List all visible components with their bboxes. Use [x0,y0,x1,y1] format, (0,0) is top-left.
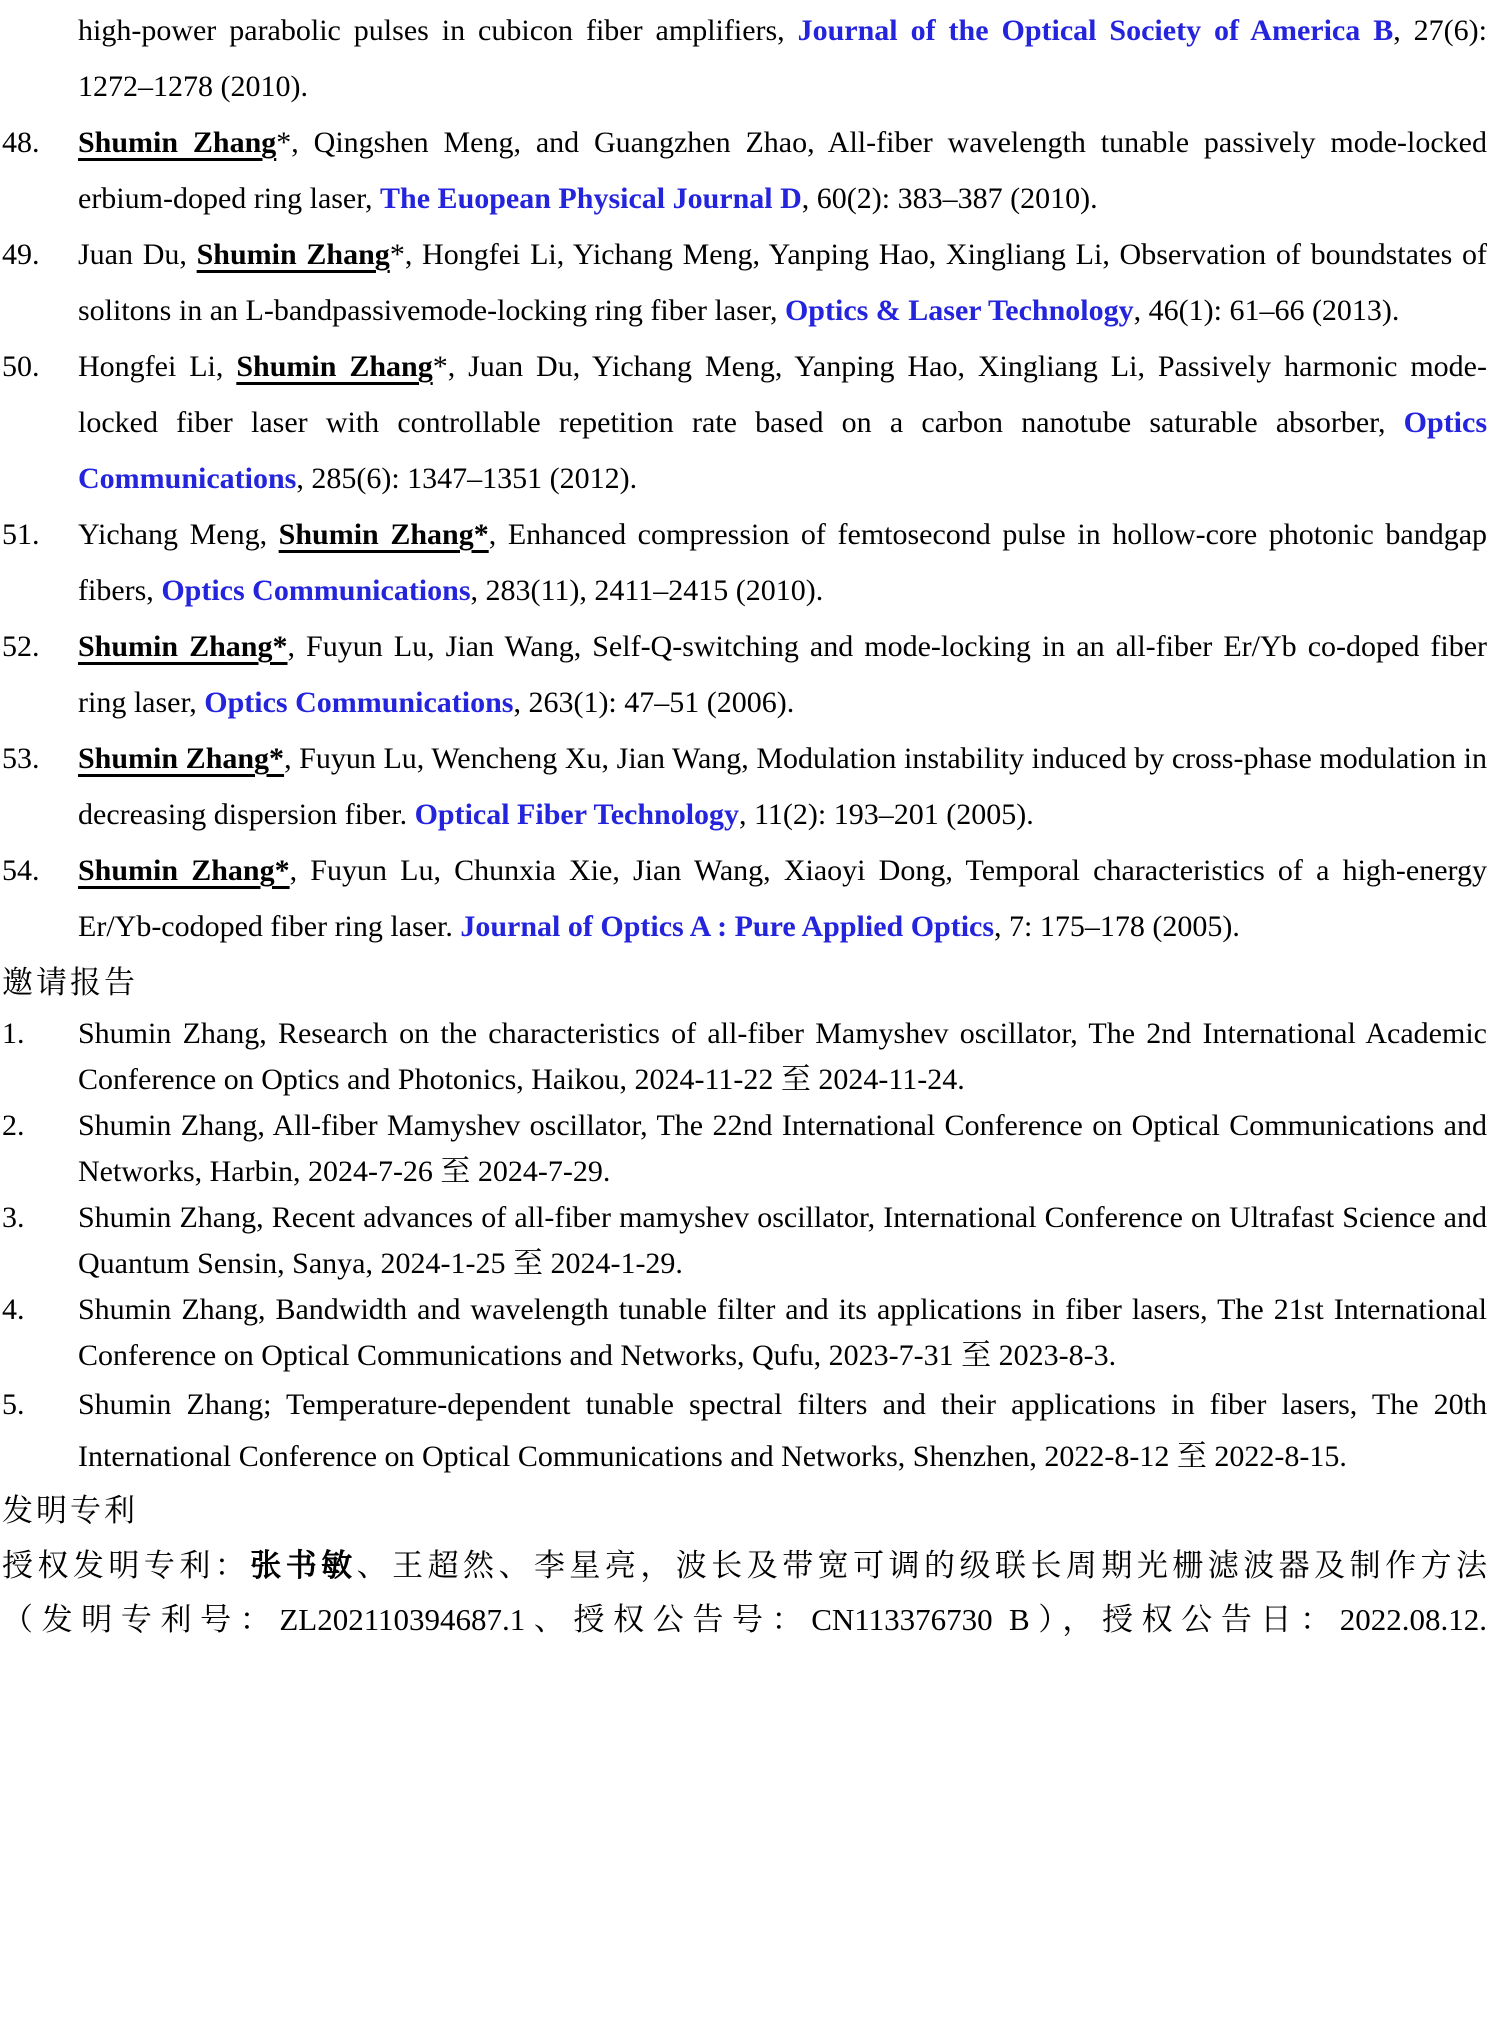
item-text [78,339,1487,507]
publication-item-47-continued [2,3,1487,115]
text-segment: 、王超然、李星亮，波长及带宽可调的级联长周期光栅滤波器及制作方法 [356,1548,1488,1583]
invited-talk-item-4 [2,1287,1487,1379]
item-number: 3. [2,1201,25,1234]
patent-inventor-name: 张书敏 [250,1548,357,1583]
text-segment: , 60(2): 383–387 (2010). [801,182,1098,215]
item-number: 54. [2,854,40,887]
text-segment: Hongfei Li, [78,350,237,383]
item-number: 53. [2,742,40,775]
text-segment: , Fuyun Lu, Wencheng Xu, Jian Wang, Modulation instability induced by cross-phase modulation in decreasing dispersion fiber. [78,742,1487,831]
patent-authors-line [2,1539,1487,1593]
text-segment: , 11(2): 193–201 (2005). [739,798,1034,831]
text-segment: , 283(11), 2411–2415 (2010). [470,574,824,607]
text-segment: , Fuyun Lu, Jian Wang, Self-Q-switching and mode-locking in an all-fiber Er/Yb co-doped fiber ring laser, [78,630,1487,719]
text-segment: , 27(6): 1272–1278 (2010). [78,14,1487,103]
publication-item-54 [2,843,1487,955]
invited-talk-item-2 [2,1103,1487,1195]
patent-section [2,1539,1487,1647]
journal-name: The Euopean Physical Journal D [380,182,802,215]
item-text [78,227,1487,339]
publication-list [2,3,1487,955]
item-number: 51. [2,518,40,551]
text-segment: high-power parabolic pulses in cubicon fiber amplifiers, [78,14,798,47]
item-text: Shumin Zhang, Bandwidth and wavelength tunable filter and its applications in fiber lasers, The 21st International Conference on Optical Communications and Networks, Qufu, 2023-7-31 至 2023-8-3. [78,1293,1487,1372]
journal-name: Journal of Optics A : Pure Applied Optics [460,910,995,943]
item-number: 49. [2,238,40,271]
item-text [78,731,1487,843]
publication-item-53 [2,731,1487,843]
item-text [78,115,1487,227]
journal-name: Optics Communications [204,686,514,719]
item-text: Shumin Zhang, Research on the characteristics of all-fiber Mamyshev oscillator, The 2nd International Academic Conference on Optics and Photonics, Haikou, 2024-11-22 至 2024-11-24. [78,1017,1487,1096]
item-text: Shumin Zhang, Recent advances of all-fiber mamyshev oscillator, International Conference on Ultrafast Science and Quantum Sensin, Sanya, 2024-1-25 至 2024-1-29. [78,1201,1487,1280]
item-text: Shumin Zhang; Temperature-dependent tunable spectral filters and their applications in fiber lasers, The 20th International Conference on Optical Communications and Networks, Shenzhen, 2022-8-12 至 2022-8-15. [78,1388,1487,1473]
publication-item-51 [2,507,1487,619]
item-number: 48. [2,126,40,159]
author-name: Shumin Zhang [196,238,390,271]
invited-talk-item-1 [2,1011,1487,1103]
item-number: 1. [2,1017,25,1050]
text-segment: *, Hongfei Li, Yichang Meng, Yanping Hao, Xingliang Li, Observation of boundstates of solitons in an L-bandpassivemode-locking ring fiber laser, [78,238,1488,327]
journal-name: Optics Communications [78,406,1487,495]
item-text [78,843,1487,955]
item-number: 5. [2,1388,25,1421]
text-segment: , Enhanced compression of femtosecond pulse in hollow-core photonic bandgap fibers, [78,518,1488,607]
author-name: Shumin Zhang* [78,742,285,775]
text-segment: , 46(1): 61–66 (2013). [1133,294,1400,327]
item-number: 4. [2,1293,25,1326]
publication-item-52 [2,619,1487,731]
journal-name: Optics Communications [161,574,471,607]
text-segment: 授权发明专利： [2,1548,251,1583]
invited-talks-heading: 邀请报告 [2,965,138,1000]
item-text [78,619,1487,731]
patents-heading: 发明专利 [2,1493,138,1528]
item-number: 50. [2,350,40,383]
text-segment: Yichang Meng, [78,518,279,551]
author-name: Shumin Zhang* [78,630,288,663]
journal-name: Optics & Laser Technology [784,294,1134,327]
text-segment: Juan Du, [78,238,197,271]
item-text [78,3,1487,115]
text-segment: , Fuyun Lu, Chunxia Xie, Jian Wang, Xiaoyi Dong, Temporal characteristics of a high-energy Er/Yb-codoped fiber ring laser. [78,854,1487,943]
item-number [2,3,78,115]
text-segment: *, Juan Du, Yichang Meng, Yanping Hao, Xingliang Li, Passively harmonic mode-locked fiber laser with controllable repetition rate based on a carbon nanotube saturable absorber, [78,350,1487,439]
item-number: 2. [2,1109,25,1142]
invited-talk-item-3 [2,1195,1487,1287]
text-segment: , 285(6): 1347–1351 (2012). [296,462,638,495]
author-name: Shumin Zhang [78,126,277,159]
item-number: 52. [2,630,40,663]
text-segment: , 7: 175–178 (2005). [994,910,1240,943]
author-name: Shumin Zhang* [278,518,489,551]
author-name: Shumin Zhang* [78,854,290,887]
publication-item-49 [2,227,1487,339]
invited-talk-item-5 [2,1379,1487,1483]
item-text: Shumin Zhang, All-fiber Mamyshev oscillator, The 22nd International Conference on Optical Communications and Networks, Harbin, 2024-7-26 至 2024-7-29. [78,1109,1487,1188]
text-segment: , 263(1): 47–51 (2006). [513,686,795,719]
patent-ids-line: （发明专利号：ZL202110394687.1、授权公告号：CN113376730 B），授权公告日：2022.08.12. [2,1602,1487,1637]
text-segment: *, Qingshen Meng, and Guangzhen Zhao, All-fiber wavelength tunable passively mode-locked erbium-doped ring laser, [78,126,1487,215]
author-name: Shumin Zhang [236,350,433,383]
journal-name: Optical Fiber Technology [414,798,740,831]
item-text [78,507,1487,619]
journal-name: Journal of the Optical Society of America B [797,14,1394,47]
invited-talk-list [2,1011,1487,1483]
publication-item-50 [2,339,1487,507]
publication-item-48 [2,115,1487,227]
